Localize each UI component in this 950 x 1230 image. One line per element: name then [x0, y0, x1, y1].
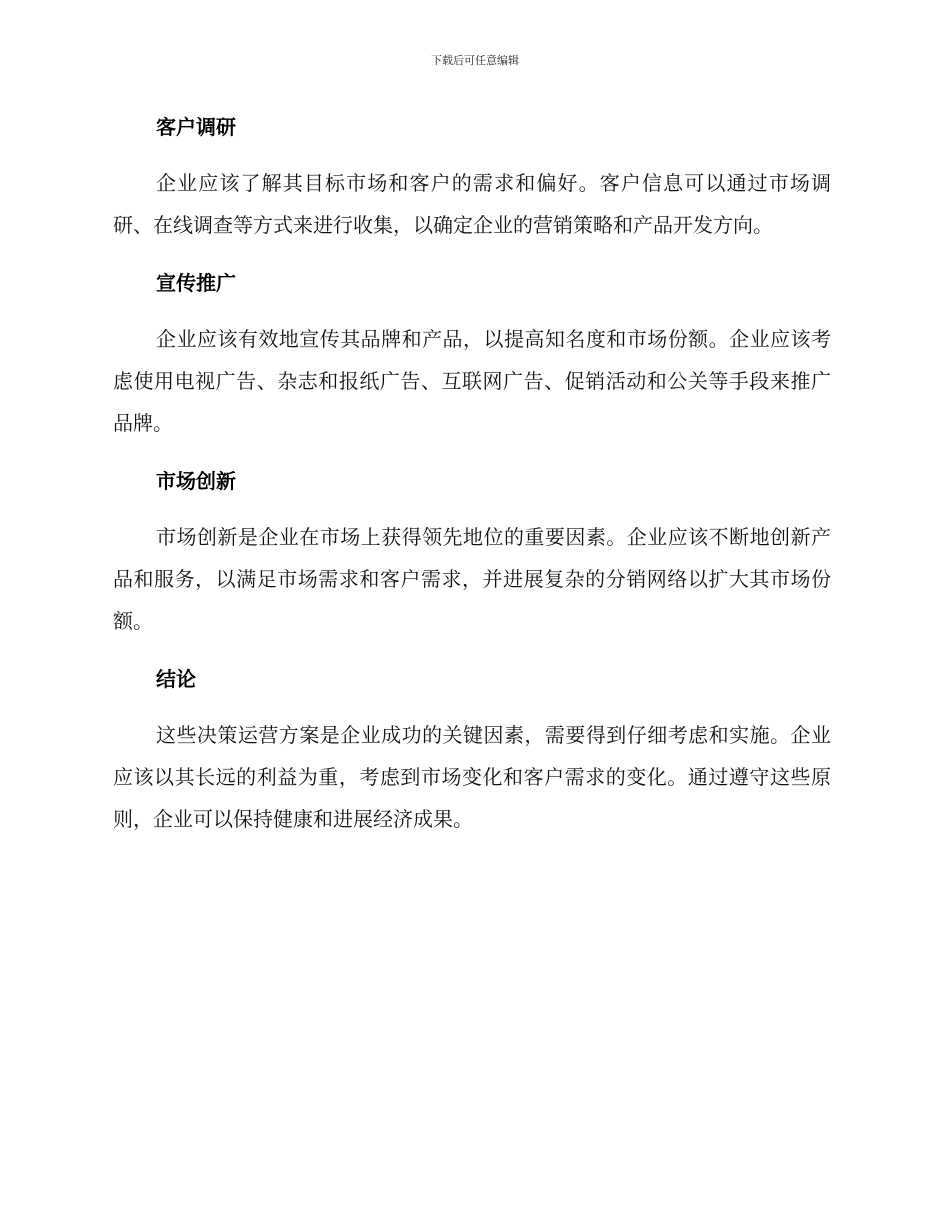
section-paragraph: 企业应该有效地宣传其品牌和产品，以提高知名度和市场份额。企业应该考虑使用电视广告、杂志和报纸广告、互联网广告、促销活动和公关等手段来推广品牌。	[113, 327, 831, 435]
section-heading: 结论	[156, 667, 196, 691]
section-paragraph: 市场创新是企业在市场上获得领先地位的重要因素。企业应该不断地创新产品和服务，以满足市场需求和客户需求，并进展复杂的分销网络以扩大其市场份额。	[113, 525, 831, 633]
section-heading: 客户调研	[156, 115, 236, 139]
section-paragraph: 企业应该了解其目标市场和客户的需求和偏好。客户信息可以通过市场调研、在线调查等方式来进行收集，以确定企业的营销策略和产品开发方向。	[113, 171, 831, 237]
section-customer-research	[113, 108, 831, 246]
section-market-innovation	[113, 462, 831, 642]
section-promotion	[113, 264, 831, 444]
page-header-note: 下载后可任意编辑	[431, 54, 519, 67]
section-heading: 宣传推广	[156, 271, 236, 295]
document-content	[113, 108, 831, 858]
section-paragraph: 这些决策运营方案是企业成功的关键因素，需要得到仔细考虑和实施。企业应该以其长远的利益为重，考虑到市场变化和客户需求的变化。通过遵守这些原则，企业可以保持健康和进展经济成果。	[113, 723, 831, 831]
section-heading: 市场创新	[156, 469, 236, 493]
section-conclusion	[113, 660, 831, 840]
